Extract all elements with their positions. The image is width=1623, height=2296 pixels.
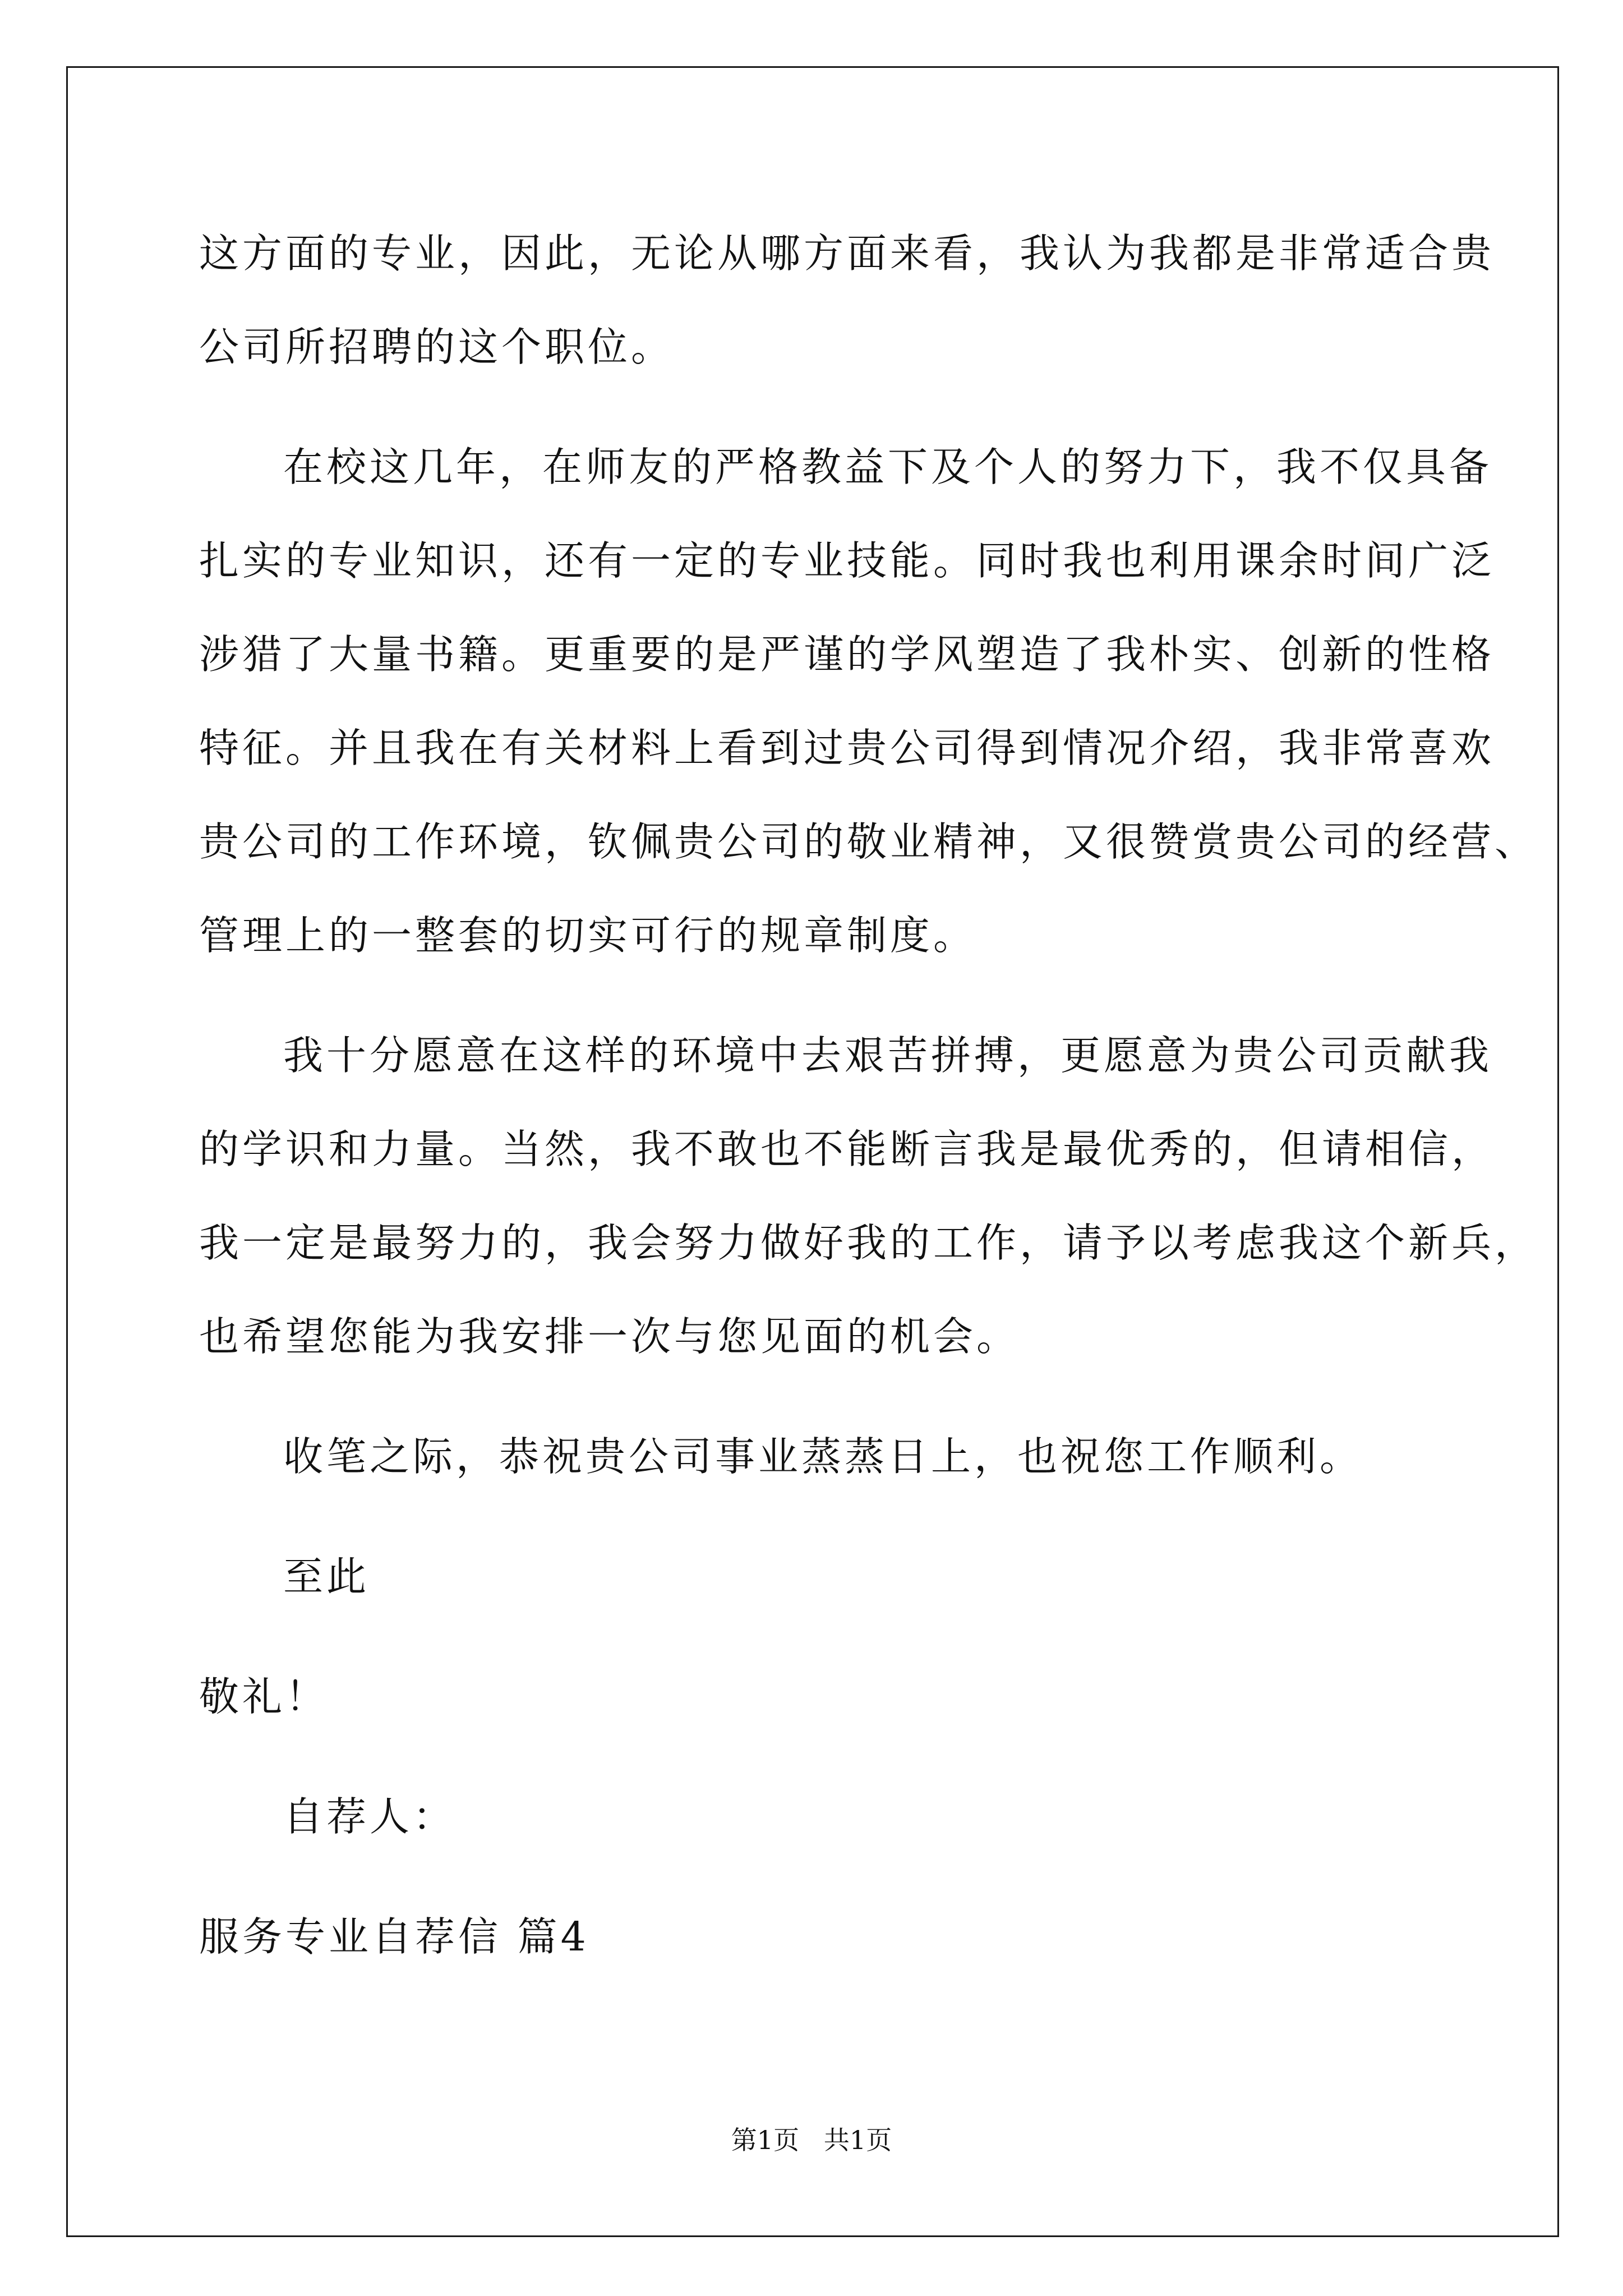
text-line: 涉猎了大量书籍。更重要的是严谨的学风塑造了我朴实、创新的性格 bbox=[199, 631, 1495, 678]
text-line: 这方面的专业，因此，无论从哪方面来看，我认为我都是非常适合贵 bbox=[199, 230, 1495, 277]
text-line: 扎实的专业知识，还有一定的专业技能。同时我也利用课余时间广泛 bbox=[199, 537, 1495, 584]
text-line: 我十分愿意在这样的环境中去艰苦拼搏，更愿意为贵公司贡献我 bbox=[283, 1032, 1493, 1079]
text-line: 在校这几年，在师友的严格教益下及个人的努力下，我不仅具备 bbox=[283, 444, 1493, 490]
text-line: 敬礼！ bbox=[199, 1673, 329, 1720]
text-line: 也希望您能为我安排一次与您见面的机会。 bbox=[199, 1313, 1020, 1360]
text-line: 收笔之际，恭祝贵公司事业蒸蒸日上，也祝您工作顺利。 bbox=[283, 1433, 1363, 1480]
text-line: 贵公司的工作环境，钦佩贵公司的敬业精神，又很赞赏贵公司的经营、 bbox=[199, 818, 1538, 865]
section-heading: 服务专业自荐信 篇4 bbox=[199, 1913, 589, 1960]
text-line: 特征。并且我在有关材料上看到过贵公司得到情况介绍，我非常喜欢 bbox=[199, 725, 1495, 771]
text-line: 我一定是最努力的，我会努力做好我的工作，请予以考虑我这个新兵， bbox=[199, 1220, 1538, 1266]
text-line: 的学识和力量。当然，我不敢也不能断言我是最优秀的，但请相信， bbox=[199, 1126, 1495, 1172]
text-line: 至此 bbox=[283, 1553, 370, 1600]
page-footer: 第1页 共1页 bbox=[731, 2125, 892, 2155]
text-line: 自荐人： bbox=[283, 1793, 457, 1840]
text-line: 公司所招聘的这个职位。 bbox=[199, 324, 675, 370]
text-line: 管理上的一整套的切实可行的规章制度。 bbox=[199, 912, 977, 959]
